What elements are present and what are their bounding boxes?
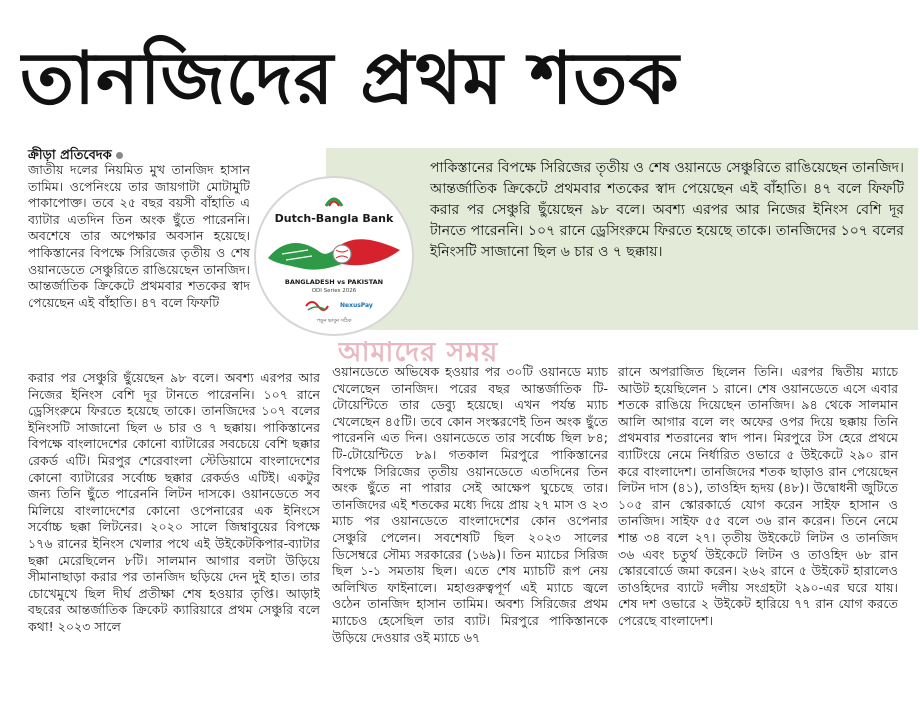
bank-name: Dutch-Bangla Bank bbox=[274, 212, 394, 225]
series-title: BANGLADESH vs PAKISTAN bbox=[284, 278, 384, 286]
sponsor-logo bbox=[254, 176, 414, 336]
paragraph: জাতীয় দলের নিয়মিত মুখ তানজিদ হাসান তামিম। ওপেনিংয়ে তার জায়গাটা মোটামুটি পাকাপোক্ত। তবে ২৫ বছর বয়সী বাঁহাতি এ ব্যাটার এতদিন তিন অংক ছুঁতে পারেননি। অবশেষে তার অপেক্ষার অবসান হয়েছে। পাকিস্তানের বিপক্ষে সিরিজের তৃতীয় ও শেষ ওয়ানডেতে সেঞ্চুরিতে রাঙিয়েছেন তানজিদ। আন্তর্জাতিক ক্রিকেটে প্রথমবার শতকের স্বাদ পেয়েছেন এই বাঁহাতি। ৪৭ বলে ফিফটি bbox=[28, 162, 250, 310]
cricket-swoosh-graphic bbox=[264, 228, 404, 276]
pull-quote-box bbox=[326, 148, 918, 330]
paragraph: করার পর সেঞ্চুরি ছুঁয়েছেন ৯৮ বলে। অবশ্য এরপর আর নিজের ইনিংস বেশি দূর টানতে পারেননি। ১০৭ রানে ড্রেসিংরুমে ফিরতে হয়েছে তাকে। তানজিদের ১০৭ বলের ইনিংসটি সাজানো ছিল ৬ চার ও ৭ ছক্কায়। পাকিস্তানের বিপক্ষে বাংলাদেশের কোনো ব্যাটারের সবচেয়ে বেশি ছক্কার রেকর্ড এটি। মিরপুর শেরেবাংলা স্টেডিয়ামে বাংলাদেশের কোনো ব্যাটারের সর্বোচ্চ ছক্কার রেকর্ডও এটিই। একটুর জন্য তিনি ছুঁতে পারেননি লিটন দাসকে। ওয়ানডেতে সব মিলিয়ে বাংলাদেশের কোনো ওপেনারের এক ইনিংসে সর্বোচ্চ ছক্কা লিটনের। ২০২০ সালে জিম্বাবুয়ের বিপক্ষে ১৭৬ রানের ইনিংস খেলার পথে এই উইকেটকিপার-ব্যাটার ছক্কা মেরেছিলেন ৮টি। সালমান আগার বলটা উড়িয়ে সীমানাছাড়া করার পর তানজিদ ছড়িয়ে দেন দুই হাত। তার চোখেমুখে ছিল দীর্ঘ প্রতীক্ষা শেষ হওয়ার তৃপ্তি। আড়াই বছরের আন্তর্জাতিক ক্রিকেট ক্যারিয়ারে প্রথম সেঞ্চুরি বলে কথা! ২০২৩ সালে bbox=[28, 370, 320, 634]
nexuspay-label: NexusPay bbox=[340, 302, 373, 309]
bullet-dot-icon bbox=[116, 152, 123, 159]
headline: তানজিদের প্রথম শতক bbox=[20, 36, 680, 120]
paragraph: ওয়ানডেতে অভিষেক হওয়ার পর ৩০টি ওয়ানডে ম্যাচ খেলেছেন তানজিদ। পরের বছর আন্তর্জাতিক টি-টোয়েন্টিতে তার ডেব্যু হয়েছে। এখন পর্যন্ত ম্যাচ খেলেছেন ৪৫টি। তবে কোন সংস্করণেই তিন অংক ছুঁতে পারেননি এত দিন। ওয়ানডেতে তার সর্বোচ্চ ছিল ৮৪; টি-টোয়েন্টিতে ৮৯। গতকাল মিরপুরে পাকিস্তানের বিপক্ষে সিরিজের তৃতীয় ওয়ানডেতে এতদিনের তিন অংক ছুঁতে না পারার সেই আক্ষেপ ঘুচেছে তার। তানজিদের এই শতকের মধ্যে দিয়ে প্রায় ২৭ মাস ও ২৩ ম্যাচ পর ওয়ানডেতে বাংলাদেশের কোন ওপেনার সেঞ্চুরি পেলেন। সবশেষটি ছিল ২০২৩ সালের ডিসেম্বরে সৌম্য সরকারের (১৬৯)। তিন ম্যাচের সিরিজ ছিল ১-১ সমতায় ছিল। এতে শেষ ম্যাচটি রূপ নেয় অলিখিত ফাইনালে। মহাগুরুত্বপূর্ণ এই ম্যাচে জ্বলে ওঠেন তানজিদ হাসান তামিম। অবশ্য সিরিজের প্রথম ম্যাচেও হেসেছিল তার ব্যাট। মিরপুরে পাকিস্তানকে উড়িয়ে দেওয়ার ওই ম্যাচে ৬৭ bbox=[332, 364, 608, 645]
article-column-1-bottom bbox=[28, 370, 320, 722]
paragraph: রানে অপরাজিত ছিলেন তিনি। এরপর দ্বিতীয় ম্যাচে আউট হয়েছিলেন ১ রানে। শেষ ওয়ানডেতে এসে এবার শতকে রাঙিয়ে দিয়েছেন তানজিদ। ৯৪ থেকে সালমান আলি আগার বলে লং অফের ওপর দিয়ে ছক্কায় তিনি প্রথমবার শতরানের স্বাদ পান। মিরপুরে টস হেরে প্রথমে ব্যাটিংয়ে নেমে নির্ধারিত ওভারে ৫ উইকেটে ২৯০ রান করে বাংলাদেশ। তানজিদের শতক ছাড়াও রান পেয়েছেন লিটন দাস (৪১), তাওহিদ হৃদয় (৪৮)। উদ্বোধনী জুটিতে ১০৫ রান স্কোরকার্ডে যোগ করেন সাইফ হাসান ও তানজিদ। সাইফ ৫৫ বলে ৩৬ রান করেন। তিনে নেমে শান্ত ৩৪ বলে ২৭। তৃতীয় উইকেটে লিটন ও তানজিদ ৩৬ এবং চতুর্থ উইকেটে লিটন ও তাওহিদ ৬৮ রান স্কোরবোর্ডে জমা করেন। ২৬২ রানে ৫ উইকেট হারালেও তাওহিদের ব্যাটে দলীয় সংগ্রহটা ২৯০-এর ঘরে যায়। শেষ দশ ওভারে ২ উইকেট হারিয়ে ৭৭ রান যোগ করতে পেরেছে বাংলাদেশ। bbox=[618, 364, 898, 628]
bank-logo-icon bbox=[322, 192, 346, 210]
newspaper-watermark: আমাদের সময় bbox=[338, 338, 499, 368]
article-column-2 bbox=[332, 364, 608, 722]
series-subtitle: ODI Series 2026 bbox=[311, 288, 357, 294]
publisher-emblem-icon bbox=[304, 296, 330, 314]
byline-text: ক্রীড়া প্রতিবেদক bbox=[28, 148, 112, 163]
article-column-3 bbox=[618, 364, 898, 722]
pull-quote-text: পাকিস্তানের বিপক্ষে সিরিজের তৃতীয় ও শেষ ওয়ানডে সেঞ্চুরিতে রাঙিয়েছেন তানজিদ। আন্তর্জাতিক ক্রিকেটে প্রথমবার শতকের স্বাদ পেয়েছেন এই বাঁহাতি। ৪৭ বলে ফিফটি করার পর সেঞ্চুরি ছুঁয়েছেন ৯৮ বলে। অবশ্য এরপর আর নিজের ইনিংস বেশি দূর টানতে পারেননি। ১০৭ রানে ড্রেসিংরুমে ফিরতে হয়েছে তাকে। তানজিদের ১০৭ বলের ইনিংসটি সাজানো ছিল ৬ চার ও ৭ ছক্কায়। bbox=[430, 160, 904, 260]
article-column-1-top bbox=[28, 162, 250, 366]
logo-tagline: পড়ুন ভাবুন সঠিক bbox=[316, 318, 352, 324]
